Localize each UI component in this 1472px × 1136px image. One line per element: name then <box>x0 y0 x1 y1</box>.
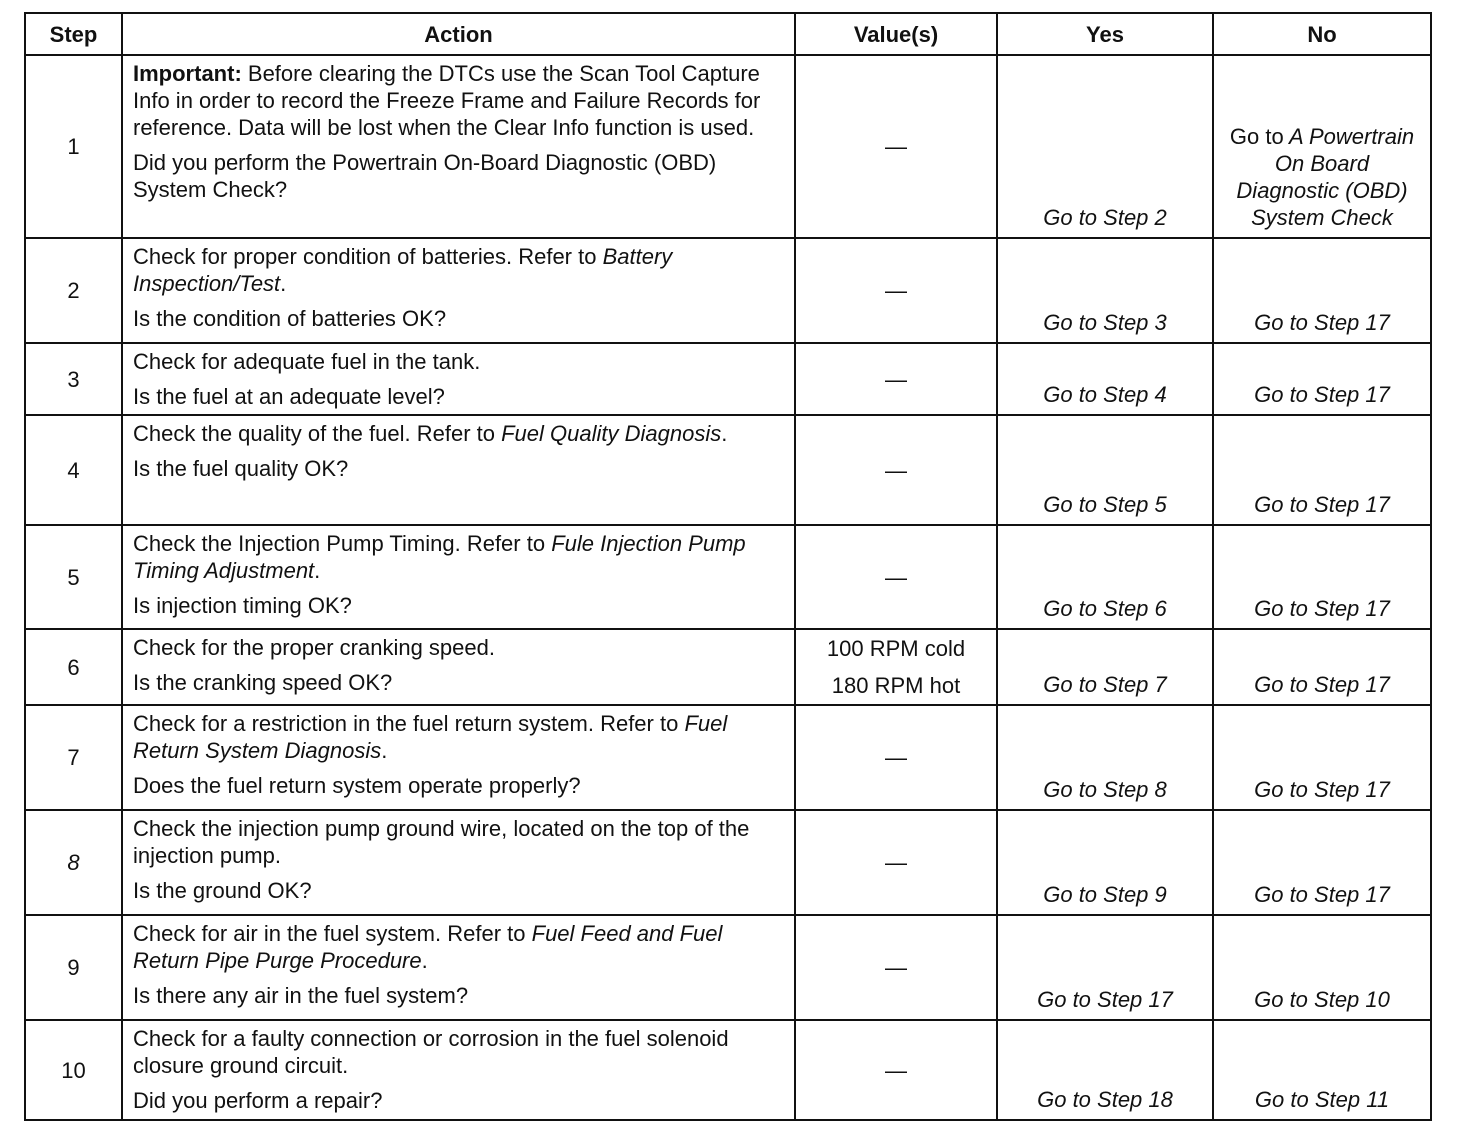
reference-link[interactable]: Fule Injection Pump Timing Adjustment <box>133 531 746 583</box>
no-link[interactable]: Go to Step 17 <box>1213 343 1431 415</box>
no-link[interactable]: Go to Step 10 <box>1213 915 1431 1020</box>
value-hot: 180 RPM hot <box>831 673 961 698</box>
action-cell <box>122 525 795 629</box>
no-link[interactable]: Go to Step 17 <box>1213 705 1431 810</box>
action-instruction <box>133 920 784 974</box>
no-link[interactable] <box>1213 55 1431 238</box>
step-number: 2 <box>25 238 122 343</box>
header-action: Action <box>122 13 795 55</box>
action-instruction <box>133 60 784 141</box>
action-punctuation: . <box>421 948 428 973</box>
reference-link[interactable]: Battery Inspection/Test <box>133 244 673 296</box>
action-question: Is there any air in the fuel system? <box>133 983 469 1008</box>
value-cell: — <box>795 55 997 238</box>
action-question: Is injection timing OK? <box>133 593 352 618</box>
value-cell: — <box>795 915 997 1020</box>
step-number: 5 <box>25 525 122 629</box>
yes-link[interactable]: Go to Step 18 <box>997 1020 1213 1120</box>
action-question: Is the condition of batteries OK? <box>133 306 447 331</box>
step-number: 8 <box>25 810 122 915</box>
table-row <box>25 810 1431 915</box>
no-link[interactable]: Go to Step 11 <box>1213 1020 1431 1120</box>
header-no: No <box>1213 13 1431 55</box>
step-number: 6 <box>25 629 122 705</box>
action-question: Does the fuel return system operate properly? <box>133 773 581 798</box>
action-instruction <box>133 530 784 584</box>
value-cell: — <box>795 343 997 415</box>
action-instruction <box>133 710 784 764</box>
action-cell <box>122 238 795 343</box>
header-row <box>25 13 1431 55</box>
no-link[interactable]: Go to Step 17 <box>1213 415 1431 525</box>
action-instruction: Check for a faulty connection or corrosion in the fuel solenoid closure ground circuit. <box>133 1026 729 1078</box>
action-instruction: Check for the proper cranking speed. <box>133 635 495 660</box>
action-cell <box>122 1020 795 1120</box>
table-row <box>25 705 1431 810</box>
action-instruction: Check for adequate fuel in the tank. <box>133 349 481 374</box>
header-yes: Yes <box>997 13 1213 55</box>
no-link-ref: A Powertrain On Board Diagnostic (OBD) System Check <box>1236 124 1415 230</box>
yes-link[interactable]: Go to Step 8 <box>997 705 1213 810</box>
action-punctuation: . <box>381 738 388 763</box>
step-number: 9 <box>25 915 122 1020</box>
value-cell <box>795 629 997 705</box>
header-step: Step <box>25 13 122 55</box>
action-punctuation: . <box>721 421 728 446</box>
action-instruction <box>133 243 784 297</box>
step-number: 7 <box>25 705 122 810</box>
action-text: Check for air in the fuel system. Refer to <box>133 921 526 946</box>
step-number: 1 <box>25 55 122 238</box>
yes-link[interactable]: Go to Step 17 <box>997 915 1213 1020</box>
action-cell <box>122 810 795 915</box>
value-cold: 100 RPM cold <box>826 636 966 661</box>
value-cell: — <box>795 810 997 915</box>
important-label: Important: <box>133 61 242 86</box>
value-cell: — <box>795 415 997 525</box>
action-cell <box>122 343 795 415</box>
step-number: 4 <box>25 415 122 525</box>
yes-link[interactable]: Go to Step 2 <box>997 55 1213 238</box>
reference-link[interactable]: Fuel Feed and Fuel Return Pipe Purge Procedure <box>133 921 723 973</box>
reference-link[interactable]: Fuel Return System Diagnosis <box>133 711 728 763</box>
step-number: 3 <box>25 343 122 415</box>
action-instruction <box>133 420 784 447</box>
no-link-lead: Go to <box>1229 124 1284 149</box>
table-row <box>25 915 1431 1020</box>
value-cell: — <box>795 1020 997 1120</box>
action-cell <box>122 915 795 1020</box>
value-cell: — <box>795 238 997 343</box>
action-question: Did you perform the Powertrain On-Board Diagnostic (OBD) System Check? <box>133 150 717 202</box>
action-question: Is the fuel at an adequate level? <box>133 384 445 409</box>
table-row <box>25 343 1431 415</box>
table-row <box>25 415 1431 525</box>
table-row <box>25 55 1431 238</box>
table-row <box>25 525 1431 629</box>
yes-link[interactable]: Go to Step 6 <box>997 525 1213 629</box>
action-cell <box>122 629 795 705</box>
step-number: 10 <box>25 1020 122 1120</box>
diagnostic-table <box>24 12 1432 1121</box>
action-punctuation: . <box>280 271 287 296</box>
action-question: Did you perform a repair? <box>133 1088 383 1113</box>
action-question: Is the cranking speed OK? <box>133 670 393 695</box>
yes-link[interactable]: Go to Step 4 <box>997 343 1213 415</box>
no-link[interactable]: Go to Step 17 <box>1213 525 1431 629</box>
action-text: Check the quality of the fuel. Refer to <box>133 421 495 446</box>
action-text: Check the Injection Pump Timing. Refer to <box>133 531 546 556</box>
action-punctuation: . <box>314 558 321 583</box>
table-row <box>25 238 1431 343</box>
yes-link[interactable]: Go to Step 9 <box>997 810 1213 915</box>
action-instruction: Check the injection pump ground wire, located on the top of the injection pump. <box>133 816 750 868</box>
value-cell: — <box>795 525 997 629</box>
action-question: Is the ground OK? <box>133 878 312 903</box>
action-text: Check for a restriction in the fuel return system. Refer to <box>133 711 679 736</box>
table-row <box>25 629 1431 705</box>
no-link[interactable]: Go to Step 17 <box>1213 810 1431 915</box>
reference-link[interactable]: Fuel Quality Diagnosis <box>501 421 722 446</box>
action-cell <box>122 55 795 238</box>
action-question: Is the fuel quality OK? <box>133 456 349 481</box>
yes-link[interactable]: Go to Step 7 <box>997 629 1213 705</box>
no-link[interactable]: Go to Step 17 <box>1213 629 1431 705</box>
header-values: Value(s) <box>795 13 997 55</box>
no-link[interactable]: Go to Step 17 <box>1213 238 1431 343</box>
action-text: Before clearing the DTCs use the Scan Tool Capture Info in order to record the Freeze Frame and Failure Records for reference. Data will be lost when the Clear Info function is used. <box>133 61 761 140</box>
action-cell <box>122 705 795 810</box>
table-row <box>25 1020 1431 1120</box>
yes-link[interactable]: Go to Step 3 <box>997 238 1213 343</box>
value-cell: — <box>795 705 997 810</box>
action-text: Check for proper condition of batteries. Refer to <box>133 244 597 269</box>
action-cell <box>122 415 795 525</box>
yes-link[interactable]: Go to Step 5 <box>997 415 1213 525</box>
